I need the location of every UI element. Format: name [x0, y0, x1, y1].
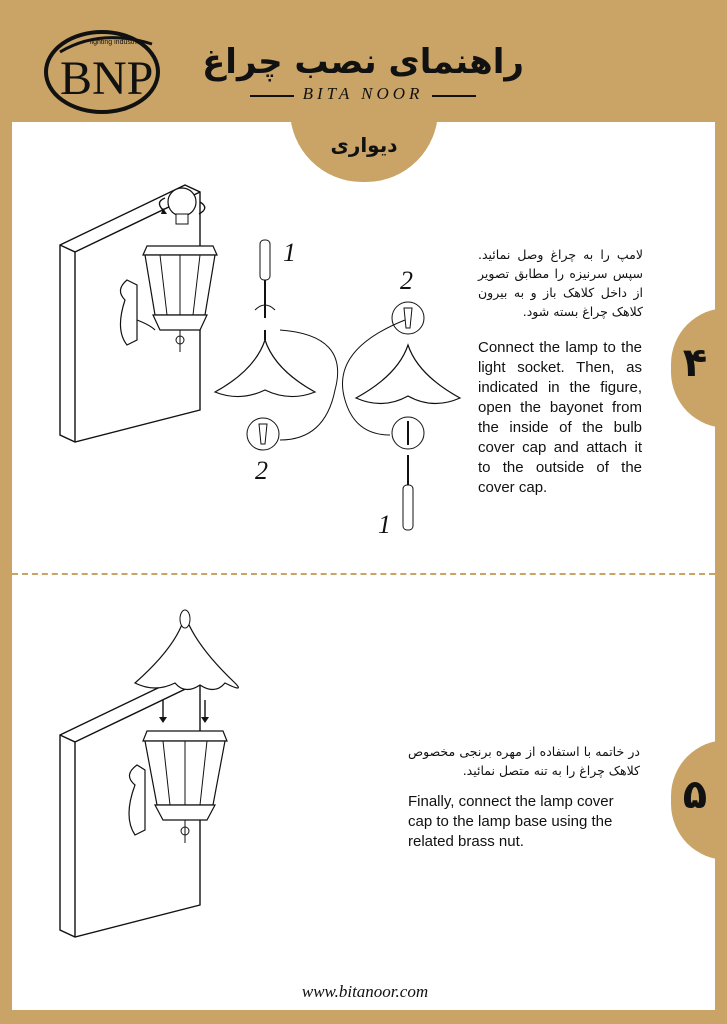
footer-url: www.bitanoor.com	[301, 982, 429, 1001]
step4-fa-text: لامپ را به چراغ وصل نمائید. سپس سرنیزه را مطابق تصویر از داخل کلاهک باز و به بیرون کلاهک چراغ بسته شود.	[478, 247, 643, 319]
step4-flow-arrows	[270, 310, 470, 510]
page-title: راهنمای نصب چراغ	[202, 42, 524, 82]
bnp-logo	[40, 18, 170, 118]
label-step-1-top: 1	[283, 238, 296, 267]
svg-text:lighting industries: lighting industries	[90, 39, 145, 46]
step5-en-text: Finally, connect the lamp cover cap to the lamp base using the related brass nut.	[408, 793, 614, 850]
screwdriver-top-icon	[250, 240, 280, 320]
label-step-2-left: 2	[255, 456, 268, 485]
step5-wall-lamp-illustration	[55, 605, 295, 965]
brand-name: BITA NOOR	[302, 84, 424, 103]
brand-row	[250, 84, 476, 108]
section-tab-label: دیواری	[330, 133, 398, 157]
label-step-1-bottom: 1	[378, 510, 391, 539]
section-divider	[12, 573, 715, 575]
step5-fa-text: در خاتمه با استفاده از مهره برنجی مخصوص کلاهک چراغ را به تنه متصل نمائید.	[408, 744, 640, 778]
step4-en-text: Connect the lamp to the light socket. Then, as indicated in the figure, open the bayonet from the inside of the bulb cover cap and attach it to the outside of the cover cap.	[478, 339, 642, 496]
logo-letters: BNP	[60, 52, 154, 105]
step5-number: ۵	[682, 772, 708, 818]
brand-line-right	[432, 95, 476, 97]
label-step-2-right: 2	[400, 266, 413, 295]
step4-number: ۴	[682, 340, 708, 386]
